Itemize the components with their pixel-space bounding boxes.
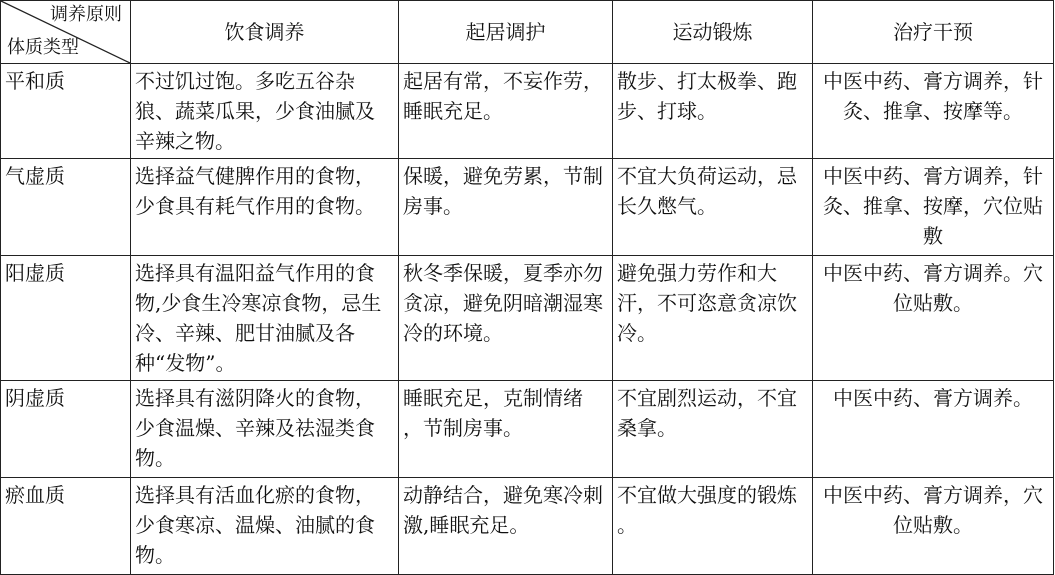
corner-header-cell <box>1 1 131 64</box>
living-cell: 睡眠充足，克制情绪 ，节制房事。 <box>399 381 613 478</box>
table-row <box>1 159 1054 256</box>
header-diet: 饮食调养 <box>131 1 399 64</box>
diet-cell: 选择具有活血化瘀的食物，少食寒凉、温燥、油腻的食物。 <box>131 478 399 575</box>
treatment-cell: 中医中药、膏方调养。 <box>813 381 1054 478</box>
exercise-cell: 不宜剧烈运动，不宜桑拿。 <box>613 381 813 478</box>
exercise-cell: 不宜大负荷运动，忌长久憋气。 <box>613 159 813 256</box>
table-row <box>1 256 1054 381</box>
treatment-cell: 中医中药、膏方调养，针灸、推拿、按摩，穴位贴敷 <box>813 159 1054 256</box>
diet-cell: 选择益气健脾作用的食物，少食具有耗气作用的食物。 <box>131 159 399 256</box>
exercise-cell: 避免强力劳作和大汗，不可恣意贪凉饮冷。 <box>613 256 813 381</box>
diet-cell: 选择具有滋阴降火的食物，少食温燥、辛辣及祛湿类食物。 <box>131 381 399 478</box>
exercise-cell: 散步、打太极拳、跑步、打球。 <box>613 64 813 159</box>
constitution-type: 气虚质 <box>1 159 131 256</box>
table-row <box>1 381 1054 478</box>
constitution-type: 平和质 <box>1 64 131 159</box>
treatment-cell: 中医中药、膏方调养，穴位贴敷。 <box>813 478 1054 575</box>
header-treatment: 治疗干预 <box>813 1 1054 64</box>
living-cell: 保暖，避免劳累，节制房事。 <box>399 159 613 256</box>
table-row <box>1 64 1054 159</box>
header-row <box>1 1 1054 64</box>
diet-cell: 选择具有温阳益气作用的食物,少食生冷寒凉食物，忌生冷、辛辣、肥甘油腻及各种“发物”。 <box>131 256 399 381</box>
exercise-cell: 不宜做大强度的锻炼 。 <box>613 478 813 575</box>
header-exercise: 运动锻炼 <box>613 1 813 64</box>
constitution-type: 阴虚质 <box>1 381 131 478</box>
living-cell: 动静结合，避免寒冷刺激,睡眠充足。 <box>399 478 613 575</box>
corner-label-constitution: 体质类型 <box>7 37 79 58</box>
treatment-cell: 中医中药、膏方调养。穴位贴敷。 <box>813 256 1054 381</box>
constitution-type: 阳虚质 <box>1 256 131 381</box>
corner-label-principle: 调养原则 <box>50 4 122 25</box>
treatment-cell: 中医中药、膏方调养，针灸、推拿、按摩等。 <box>813 64 1054 159</box>
constitution-type: 瘀血质 <box>1 478 131 575</box>
living-cell: 秋冬季保暖，夏季亦勿贪凉，避免阴暗潮湿寒冷的环境。 <box>399 256 613 381</box>
table-row <box>1 478 1054 575</box>
living-cell: 起居有常，不妄作劳，睡眠充足。 <box>399 64 613 159</box>
header-living: 起居调护 <box>399 1 613 64</box>
diet-cell: 不过饥过饱。多吃五谷杂狼、蔬菜瓜果，少食油腻及辛辣之物。 <box>131 64 399 159</box>
